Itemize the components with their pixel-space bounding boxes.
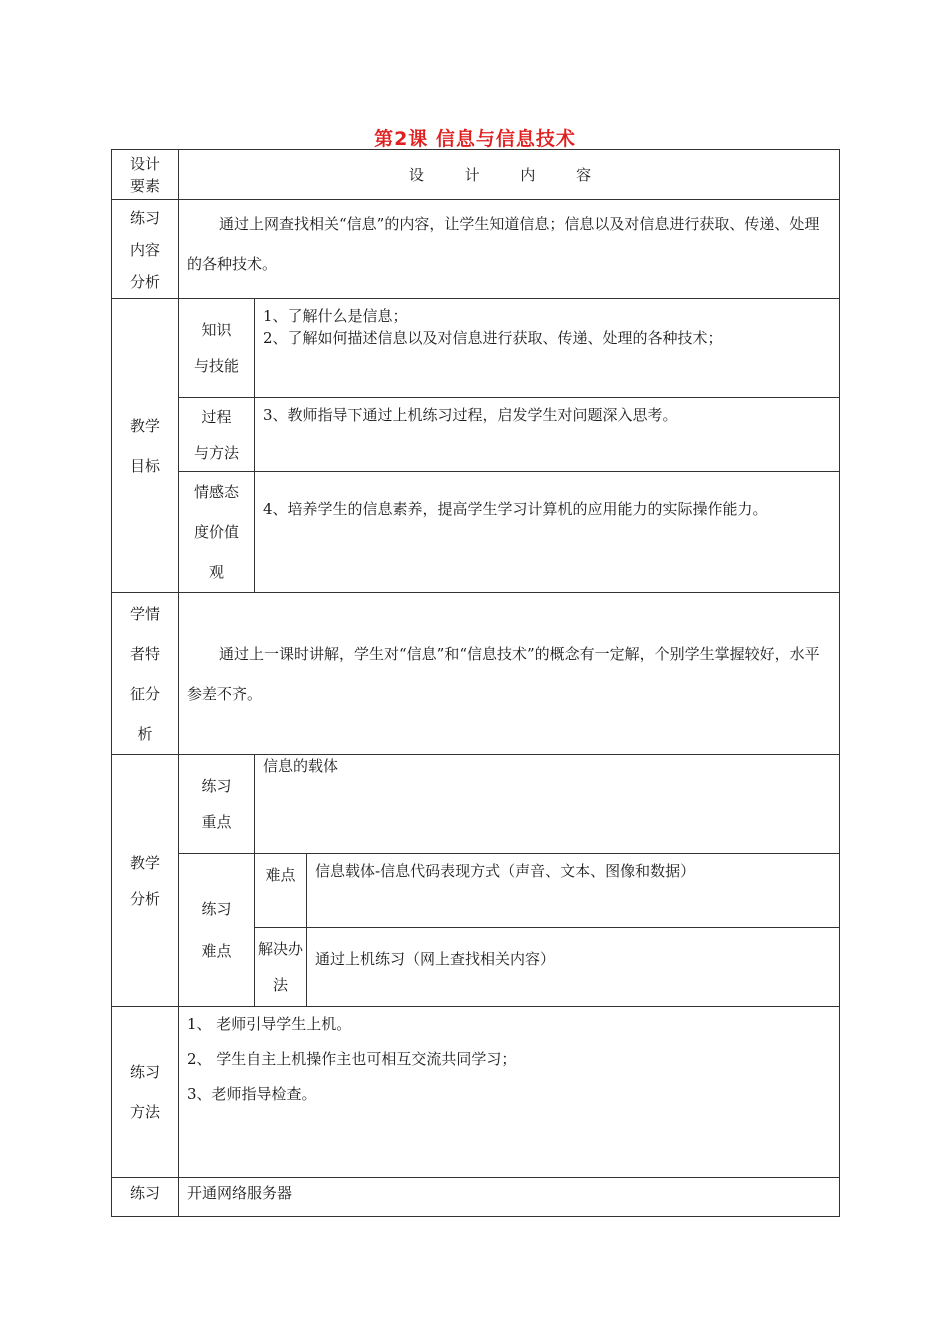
analysis-key-label: 练习 重点: [179, 755, 255, 854]
header-design-content: 设 计 内 容: [179, 150, 840, 200]
row-last-text: 开通网络服务器: [179, 1178, 840, 1217]
analysis-key-text: 信息的载体: [255, 755, 840, 854]
row-method-text: 1、 老师引导学生上机。 2、 学生自主上机操作主也可相互交流共同学习； 3、老师指导检查。: [179, 1007, 840, 1178]
page-title: 第2课 信息与信息技术: [374, 128, 576, 150]
row-learner-label: 学情 者特 征分 析: [112, 593, 179, 755]
row-teaching-goals-label: 教学 目标: [112, 299, 179, 593]
lesson-table: [111, 149, 840, 1217]
row-learner-text: 通过上一课时讲解，学生对“信息”和“信息技术”的概念有一定解，个别学生掌握较好，水平参差不齐。: [179, 593, 840, 755]
row-method-label: 练习 方法: [112, 1007, 179, 1178]
analysis-difficulty-sublabel: 难点: [255, 854, 307, 928]
row-practice-content-label: 练习 内容 分析: [112, 200, 179, 299]
goal-process-text: 3、教师指导下通过上机练习过程，启发学生对问题深入思考。: [255, 398, 840, 472]
goal-emotion-text: 4、培养学生的信息素养，提高学生学习计算机的应用能力的实际操作能力。: [255, 472, 840, 593]
goal-process-label: 过程 与方法: [179, 398, 255, 472]
analysis-difficulty-label: 练习 难点: [179, 854, 255, 1007]
header-design-elements: 设计 要素: [112, 150, 179, 200]
analysis-difficulty-text: 信息载体-信息代码表现方式（声音、文本、图像和数据）: [307, 854, 840, 928]
goal-knowledge-label: 知识 与技能: [179, 299, 255, 398]
analysis-solution-label: 解决办 法: [255, 928, 307, 1007]
row-last-label: 练习: [112, 1178, 179, 1217]
row-analysis-label: 教学 分析: [112, 755, 179, 1007]
goal-knowledge-text: 1、了解什么是信息； 2、了解如何描述信息以及对信息进行获取、传递、处理的各种技术；: [255, 299, 840, 398]
goal-emotion-label: 情感态 度价值 观: [179, 472, 255, 593]
analysis-solution-text: 通过上机练习（网上查找相关内容）: [307, 928, 840, 1007]
row-practice-content-text: 通过上网查找相关“信息”的内容，让学生知道信息；信息以及对信息进行获取、传递、处理的各种技术。: [179, 200, 840, 299]
